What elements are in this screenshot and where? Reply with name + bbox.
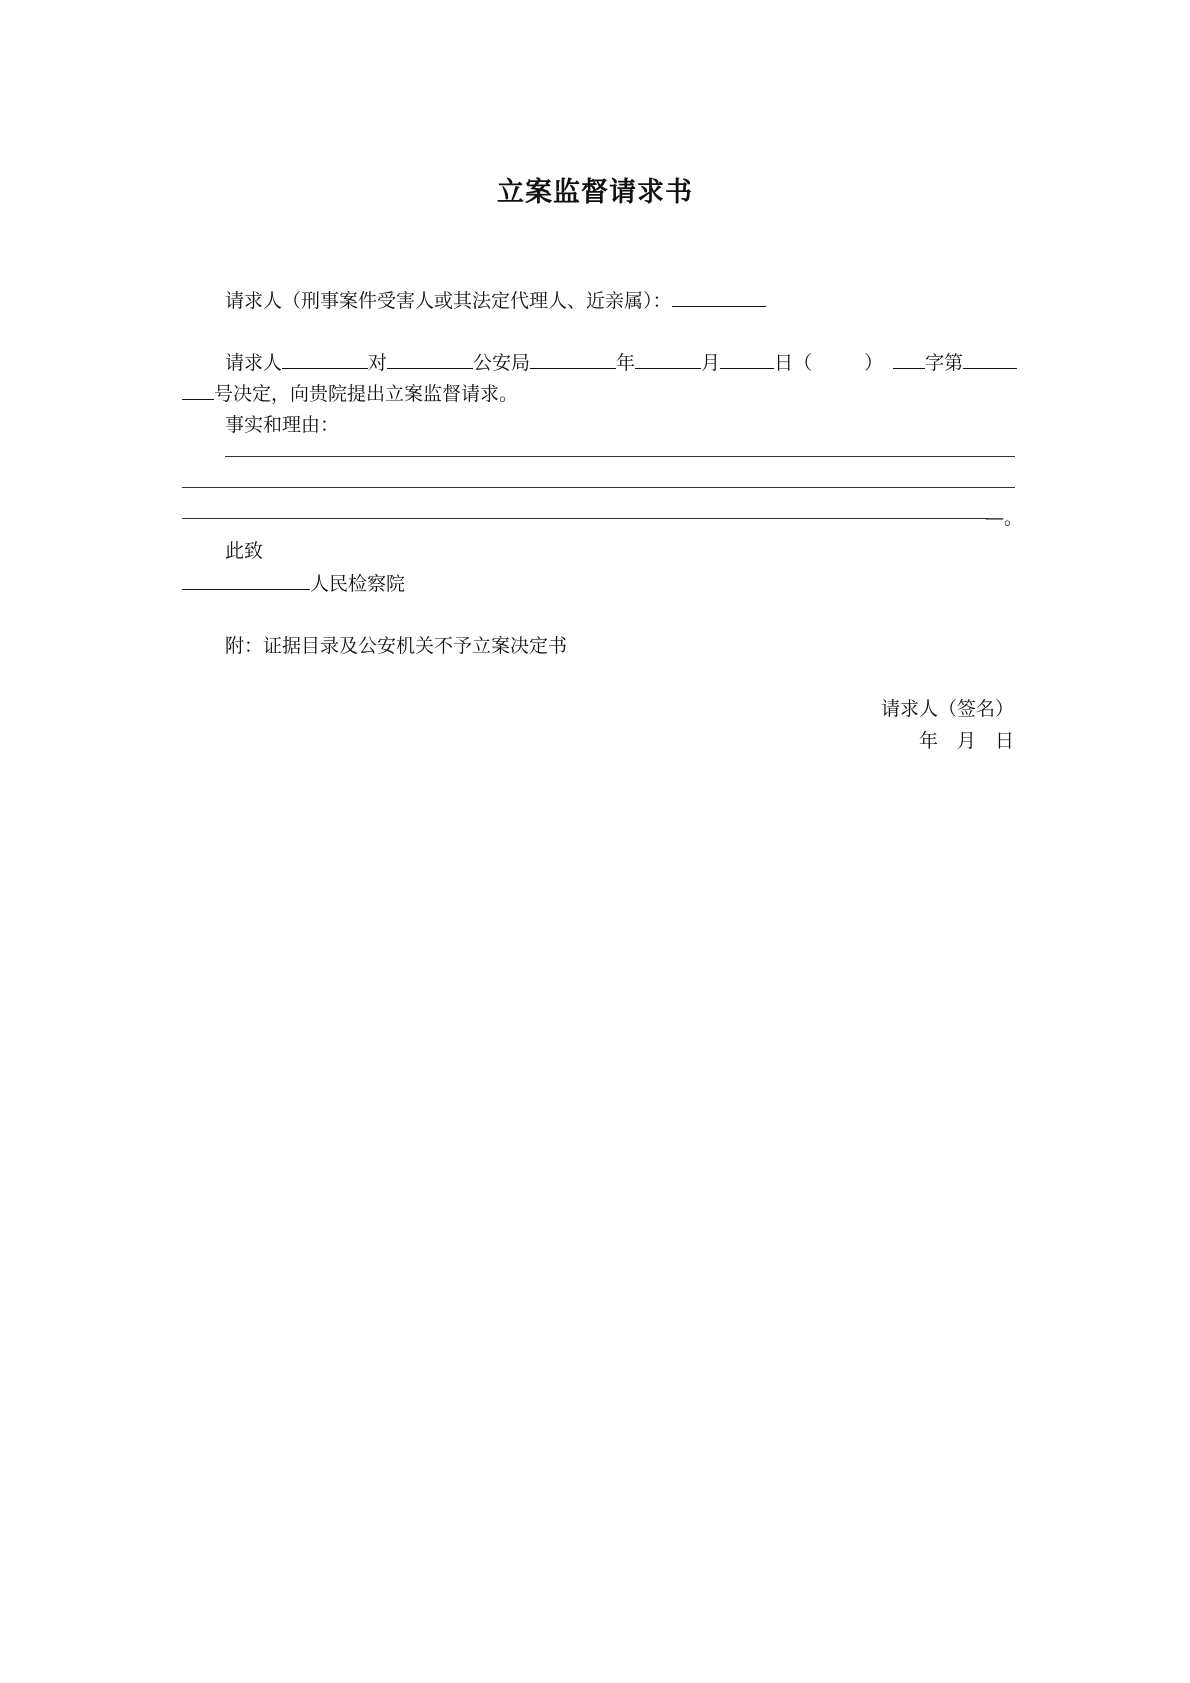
request-line-2 — [182, 381, 518, 406]
number-blank-part1[interactable] — [963, 350, 1017, 369]
month-blank[interactable] — [635, 350, 701, 369]
request-text-month: 月 — [701, 352, 721, 374]
facts-label: 事实和理由： — [225, 414, 340, 436]
request-text-decision: 号决定，向贵院提出立案监督请求。 — [214, 383, 519, 405]
procuratorate-blank[interactable] — [182, 571, 310, 590]
request-text-police-bureau: 公安局 — [473, 352, 531, 374]
request-text-paren-close: ） — [864, 352, 884, 374]
facts-end-mark: —。 — [985, 507, 1024, 529]
page-title: 立案监督请求书 — [497, 177, 693, 208]
signature-date: 年 月 日 — [918, 730, 1014, 752]
requester-label: 请求人（刑事案件受害人或其法定代理人、近亲属）： — [225, 290, 672, 312]
character-blank[interactable] — [893, 350, 925, 369]
request-text-requester: 请求人 — [225, 352, 283, 374]
salutation: 此致 — [225, 540, 264, 562]
request-text-year: 年 — [616, 352, 636, 374]
procuratorate-suffix: 人民检察院 — [310, 573, 406, 595]
requester-name-blank[interactable] — [282, 350, 368, 369]
facts-line-1[interactable] — [225, 456, 1015, 457]
facts-line-2[interactable] — [182, 487, 1015, 488]
request-text-day: 日（ — [774, 352, 813, 374]
day-blank[interactable] — [720, 350, 774, 369]
request-text-against: 对 — [368, 352, 388, 374]
number-blank-part2[interactable] — [182, 381, 214, 400]
facts-line-3[interactable] — [182, 518, 987, 519]
signature-label: 请求人（签名） — [880, 698, 1014, 720]
requester-line — [225, 288, 766, 313]
year-blank[interactable] — [530, 350, 616, 369]
procuratorate-line — [182, 571, 405, 596]
request-text-number-prefix: 字第 — [925, 352, 964, 374]
requester-blank[interactable] — [672, 288, 766, 307]
police-name-blank[interactable] — [387, 350, 473, 369]
request-line-1 — [225, 350, 1017, 375]
attachment-note: 附：证据目录及公安机关不予立案决定书 — [225, 635, 568, 657]
